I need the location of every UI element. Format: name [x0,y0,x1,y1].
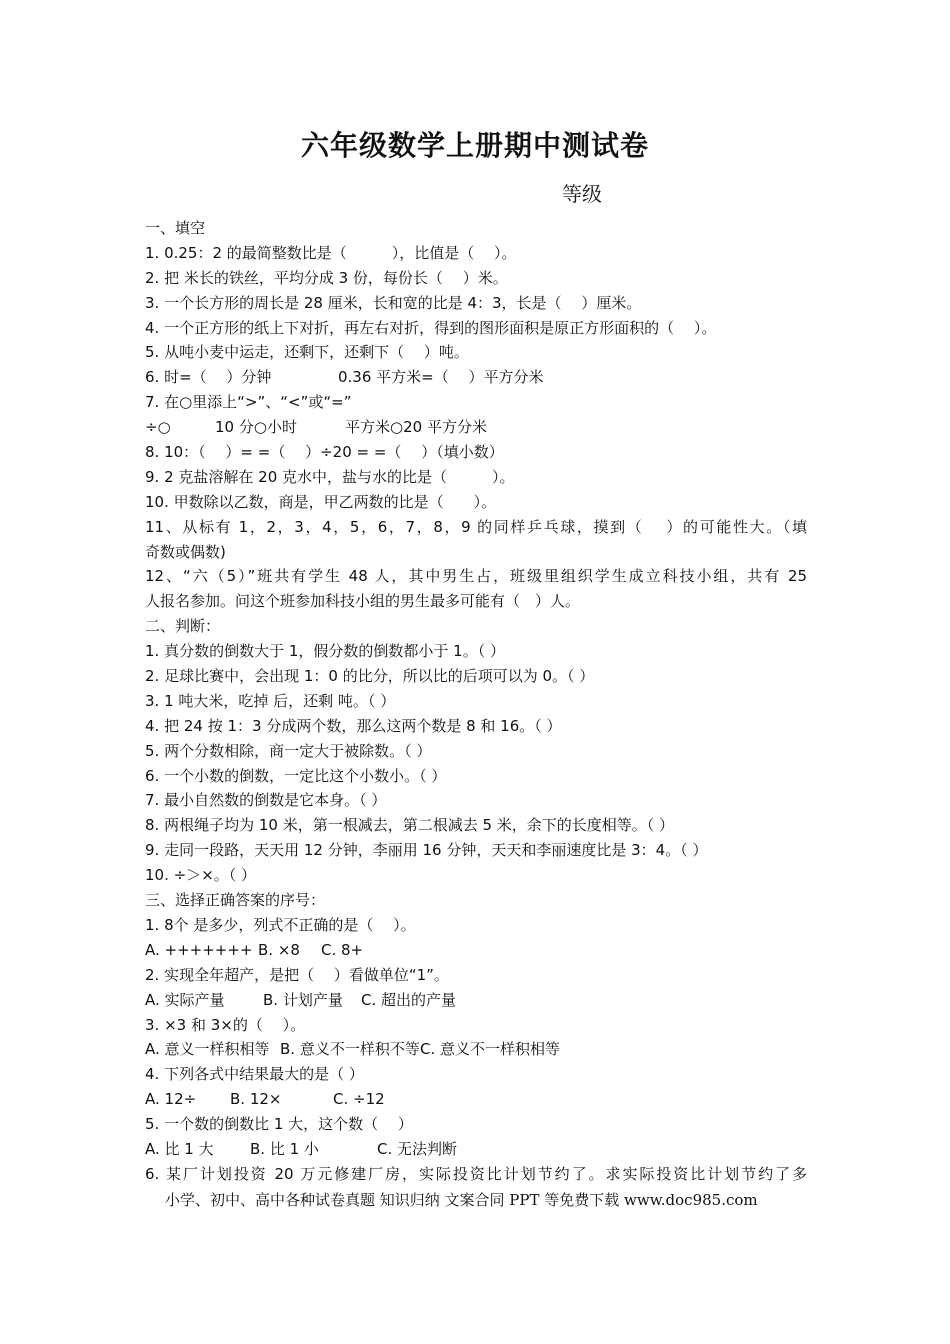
footer-watermark: 小学、初中、高中各种试卷真题 知识归纳 文案合同 PPT 等免费下载 www.doc985.com [165,1191,758,1209]
judge-item: 1. 真分数的倒数大于 1，假分数的倒数都小于 1。（ ） [145,642,505,661]
question-part: ÷○ [145,418,171,437]
option-c: C. 意义不一样积相等 [420,1040,561,1059]
judge-item: 7. 最小自然数的倒数是它本身。（ ） [145,791,387,810]
judge-item: 3. 1 吨大米，吃掉 后，还剩 吨。（ ） [145,691,396,710]
option-a: A. +++++++ [145,940,253,959]
option-c: C. ÷12 [333,1090,385,1109]
question-part: 10 分○小时 [215,418,297,437]
exam-body [145,216,807,1187]
choice-question: 3. ×3 和 3×的（ ）。 [145,1015,306,1034]
choice-question: 1. 8个 是多少，列式不正确的是（ ）。 [145,915,416,934]
question-part: 6. 时=（ ）分钟 [145,368,272,387]
grade-label: 等级 [562,182,602,206]
question-part: 0.36 平方米=（ ）平方分米 [338,368,544,387]
judge-item: 8. 两根绳子均为 10 米，第一根减去，第二根减去 5 米，余下的长度相等。（ ） [145,816,675,835]
choice-options [145,938,807,963]
judge-item: 4. 把 24 按 1：3 分成两个数，那么这两个数是 8 和 16。（ ） [145,716,562,735]
question: 2. 把 米长的铁丝，平均分成 3 份，每份长（ ）米。 [145,268,508,287]
option-c: C. 8+ [321,940,364,959]
question: 9. 2 克盐溶解在 20 克水中，盐与水的比是（ ）。 [145,467,515,486]
judge-item: 6. 一个小数的倒数，一定比这个小数小。（ ） [145,766,447,785]
option-b: B. 计划产量 [263,990,343,1009]
choice-question: 2. 实现全年超产，是把（ ）看做单位“1”。 [145,965,449,984]
section-heading: 一、填空 [145,219,206,237]
question: 7. 在○里添上“>”、“<”或“=” [145,393,352,412]
choice-options [145,1037,807,1062]
question: 奇数或偶数) [145,542,226,561]
question: 人报名参加。问这个班参加科技小组的男生最多可能有（ ）人。 [145,592,581,611]
question: 4. 一个正方形的纸上下对折，再左右对折，得到的图形面积是原正方形面积的（ ）。 [145,318,717,337]
page-title: 六年级数学上册期中测试卷 [300,129,649,162]
choice-question: 4. 下列各式中结果最大的是（ ） [145,1065,364,1084]
choice-question: 6. 某厂计划投资 20 万元修建厂房，实际投资比计划节约了。求实际投资比计划节约了多 [145,1164,807,1183]
section-heading: 二、判断： [145,617,221,636]
question: 12、“六（5）”班共有学生 48 人，其中男生占，班级里组织学生成立科技小组，共有 25 [145,567,807,586]
option-b: B. ×8 [258,940,300,959]
question-part: 平方米○20 平方分米 [345,418,487,437]
option-a: A. 12÷ [145,1090,197,1109]
question: 1. 0.25：2 的最简整数比是（ ），比值是（ ）。 [145,243,517,262]
section-heading: 三、选择正确答案的序号： [145,891,326,910]
judge-item: 10. ÷＞×。（ ） [145,866,257,885]
question [145,415,807,440]
choice-options [145,1087,807,1112]
option-b: B. 比 1 小 [250,1139,319,1158]
option-b: B. 意义不一样积不等 [280,1040,420,1059]
question: 3. 一个长方形的周长是 28 厘米，长和宽的比是 4：3，长是（ ）厘米。 [145,293,642,312]
question [145,365,807,390]
option-b: B. 12× [230,1090,282,1109]
choice-options [145,1137,807,1162]
question: 11、从标有 1，2，3，4，5，6，7，8，9 的同样乒乓球，摸到（ ）的可能性大。（填 [145,517,807,536]
question: 5. 从吨小麦中运走，还剩下，还剩下（ ）吨。 [145,343,469,362]
option-c: C. 超出的产量 [361,990,457,1009]
judge-item: 2. 足球比赛中，会出现 1：0 的比分，所以比的后项可以为 0。（ ） [145,667,595,686]
choice-options [145,988,807,1013]
option-a: A. 实际产量 [145,990,225,1009]
judge-item: 5. 两个分数相除，商一定大于被除数。（ ） [145,741,432,760]
option-c: C. 无法判断 [377,1139,458,1158]
question: 10. 甲数除以乙数，商是，甲乙两数的比是（ ）。 [145,492,497,511]
option-a: A. 比 1 大 [145,1139,214,1158]
judge-item: 9. 走同一段路，天天用 12 分钟，李丽用 16 分钟，天天和李丽速度比是 3：4。（ ） [145,841,708,860]
option-a: A. 意义一样积相等 [145,1040,270,1059]
choice-question: 5. 一个数的倒数比 1 大，这个数（ ） [145,1115,413,1134]
question: 8. 10：（ ）= =（ ）÷20 = =（ ）（填小数） [145,443,504,462]
